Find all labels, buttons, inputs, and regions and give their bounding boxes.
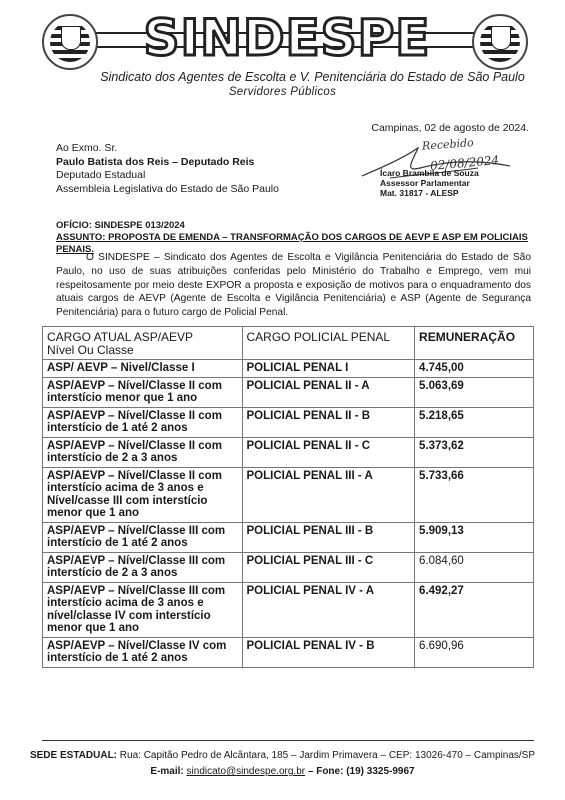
remuneracao-cell: 6.084,60 — [415, 552, 534, 582]
recipient-role: Deputado Estadual — [56, 169, 146, 181]
remuneracao-cell: 6.690,96 — [415, 637, 534, 667]
table-row — [43, 522, 534, 552]
official-stamp — [380, 168, 479, 198]
letter-date: Campinas, 02 de agosto de 2024. — [371, 122, 529, 134]
cargo-atual-cell: ASP/AEVP – Nível/Classe IV com interstício de 1 até 2 anos — [43, 637, 243, 667]
cargo-policial-cell: POLICIAL PENAL IV - A — [242, 582, 415, 637]
received-date: 02/08/2024 — [429, 153, 500, 173]
footer-address — [0, 750, 565, 761]
sao-paulo-seal-icon — [472, 14, 528, 70]
cargo-policial-cell: POLICIAL PENAL II - A — [242, 377, 415, 407]
salutation: Ao Exmo. Sr. — [56, 142, 118, 154]
address-text: Rua: Capitão Pedro de Alcântara, 185 – Jardim Primavera – CEP: 13026-470 – Campinas/SP — [119, 750, 536, 761]
header-cargo-atual — [43, 327, 243, 360]
remuneracao-cell: 6.492,27 — [415, 582, 534, 637]
cargo-policial-cell: POLICIAL PENAL II - B — [242, 407, 415, 437]
table-header-row — [43, 327, 534, 360]
cargo-policial-cell: POLICIAL PENAL III - A — [242, 467, 415, 522]
received-note: Recebido — [421, 136, 475, 153]
address-label: SEDE ESTADUAL: — [29, 750, 118, 761]
union-full-name: Sindicato dos Agentes de Escolta e V. Penitenciária do Estado de São Paulo — [100, 70, 525, 84]
body-paragraph: O SINDESPE – Sindicato dos Agentes de Escolta e Vigilância Penitenciária do Estado de São Paulo, no uso de suas atribuições conferidas pelo Ministério do Trabalho e Emprego, vem mui respeitosamente por meio deste EXPOR a proposta e exposição de motivos para o enquadramento dos atuais cargos de AEVP (Agente de Escolta e Vigilância Penitenciária) e ASP (Agente de Segurança Penitenciária) para o futuro cargo de Policial Penal. — [56, 252, 531, 319]
cargo-policial-cell: POLICIAL PENAL III - B — [242, 522, 415, 552]
remuneracao-cell: 5.733,66 — [415, 467, 534, 522]
table-row — [43, 437, 534, 467]
stamp-name: Ícaro Brambila de Souza — [380, 168, 479, 178]
stamp-registration: Mat. 31817 - ALESP — [380, 188, 459, 198]
cargo-atual-cell: ASP/AEVP – Nível/Classe II com interstício acima de 3 anos e Nível/casse III com interstício menor que 1 ano — [43, 467, 243, 522]
cargo-policial-cell: POLICIAL PENAL III - C — [242, 552, 415, 582]
recipient-name: Paulo Batista dos Reis – Deputado Reis — [56, 155, 255, 168]
header-nivel-label: Nível Ou Classe — [47, 343, 134, 357]
remuneracao-cell: 5.373,62 — [415, 437, 534, 467]
table-row — [43, 407, 534, 437]
cargo-atual-cell: ASP/AEVP – Nível/Classe II com interstício menor que 1 ano — [43, 377, 243, 407]
table-row — [43, 360, 534, 378]
oficio-subject: ASSUNTO: PROPOSTA DE EMENDA – TRANSFORMAÇÃO DOS CARGOS DE AEVP E ASP EM POLICIAIS PENAIS. — [56, 232, 528, 255]
cargo-atual-cell: ASP/AEVP – Nível/Classe III com interstício de 1 até 2 anos — [43, 522, 243, 552]
cargo-atual-cell: ASP/AEVP – Nível/Classe III com interstício de 2 a 3 anos — [43, 552, 243, 582]
email-label: E-mail: — [150, 766, 184, 777]
footer-contact — [0, 766, 565, 777]
recipient-institution: Assembleia Legislativa do Estado de São Paulo — [56, 182, 279, 195]
footer-divider — [42, 740, 534, 741]
table-row — [43, 637, 534, 667]
cargo-policial-cell: POLICIAL PENAL I — [242, 360, 415, 378]
oficio-number: OFÍCIO: SINDESPE 013/2024 — [56, 220, 185, 231]
remuneracao-cell: 4.745,00 — [415, 360, 534, 378]
cargo-atual-cell: ASP/AEVP – Nível/Classe III com interstício acima de 3 anos e nível/classe IV com interstício menor que 1 ano — [43, 582, 243, 637]
stamp-role: Assessor Parlamentar — [380, 178, 470, 188]
cargo-policial-cell: POLICIAL PENAL IV - B — [242, 637, 415, 667]
table-row — [43, 582, 534, 637]
cargo-atual-cell: ASP/AEVP – Nível/Classe II com interstício de 2 a 3 anos — [43, 437, 243, 467]
cargo-policial-cell: POLICIAL PENAL II - C — [242, 437, 415, 467]
remuneracao-cell: 5.909,13 — [415, 522, 534, 552]
cargo-atual-cell: ASP/ AEVP – Nivel/Classe I — [43, 360, 243, 378]
union-wordmark: SINDESPE — [143, 9, 431, 67]
header-cargo-atual-label: CARGO ATUAL ASP/AEVP — [47, 330, 194, 344]
recipient-block — [56, 142, 279, 196]
header-remuneracao: REMUNERAÇÃO — [415, 327, 534, 360]
cargos-table — [42, 326, 534, 668]
cargo-atual-cell: ASP/AEVP – Nível/Classe II com interstício de 1 até 2 anos — [43, 407, 243, 437]
union-tagline: Servidores Públicos — [228, 86, 337, 98]
sao-paulo-seal-icon — [42, 14, 98, 70]
receipt-signature — [360, 138, 550, 218]
table-row — [43, 377, 534, 407]
table-row — [43, 467, 534, 522]
remuneracao-cell: 5.218,65 — [415, 407, 534, 437]
phone-text: – Fone: (19) 3325-9967 — [307, 766, 415, 777]
header-cargo-policial: CARGO POLICIAL PENAL — [242, 327, 415, 360]
table-row — [43, 552, 534, 582]
remuneracao-cell: 5.063,69 — [415, 377, 534, 407]
letterhead-logo — [42, 9, 532, 74]
email-link[interactable]: sindicato@sindespe.org.br — [186, 766, 306, 777]
